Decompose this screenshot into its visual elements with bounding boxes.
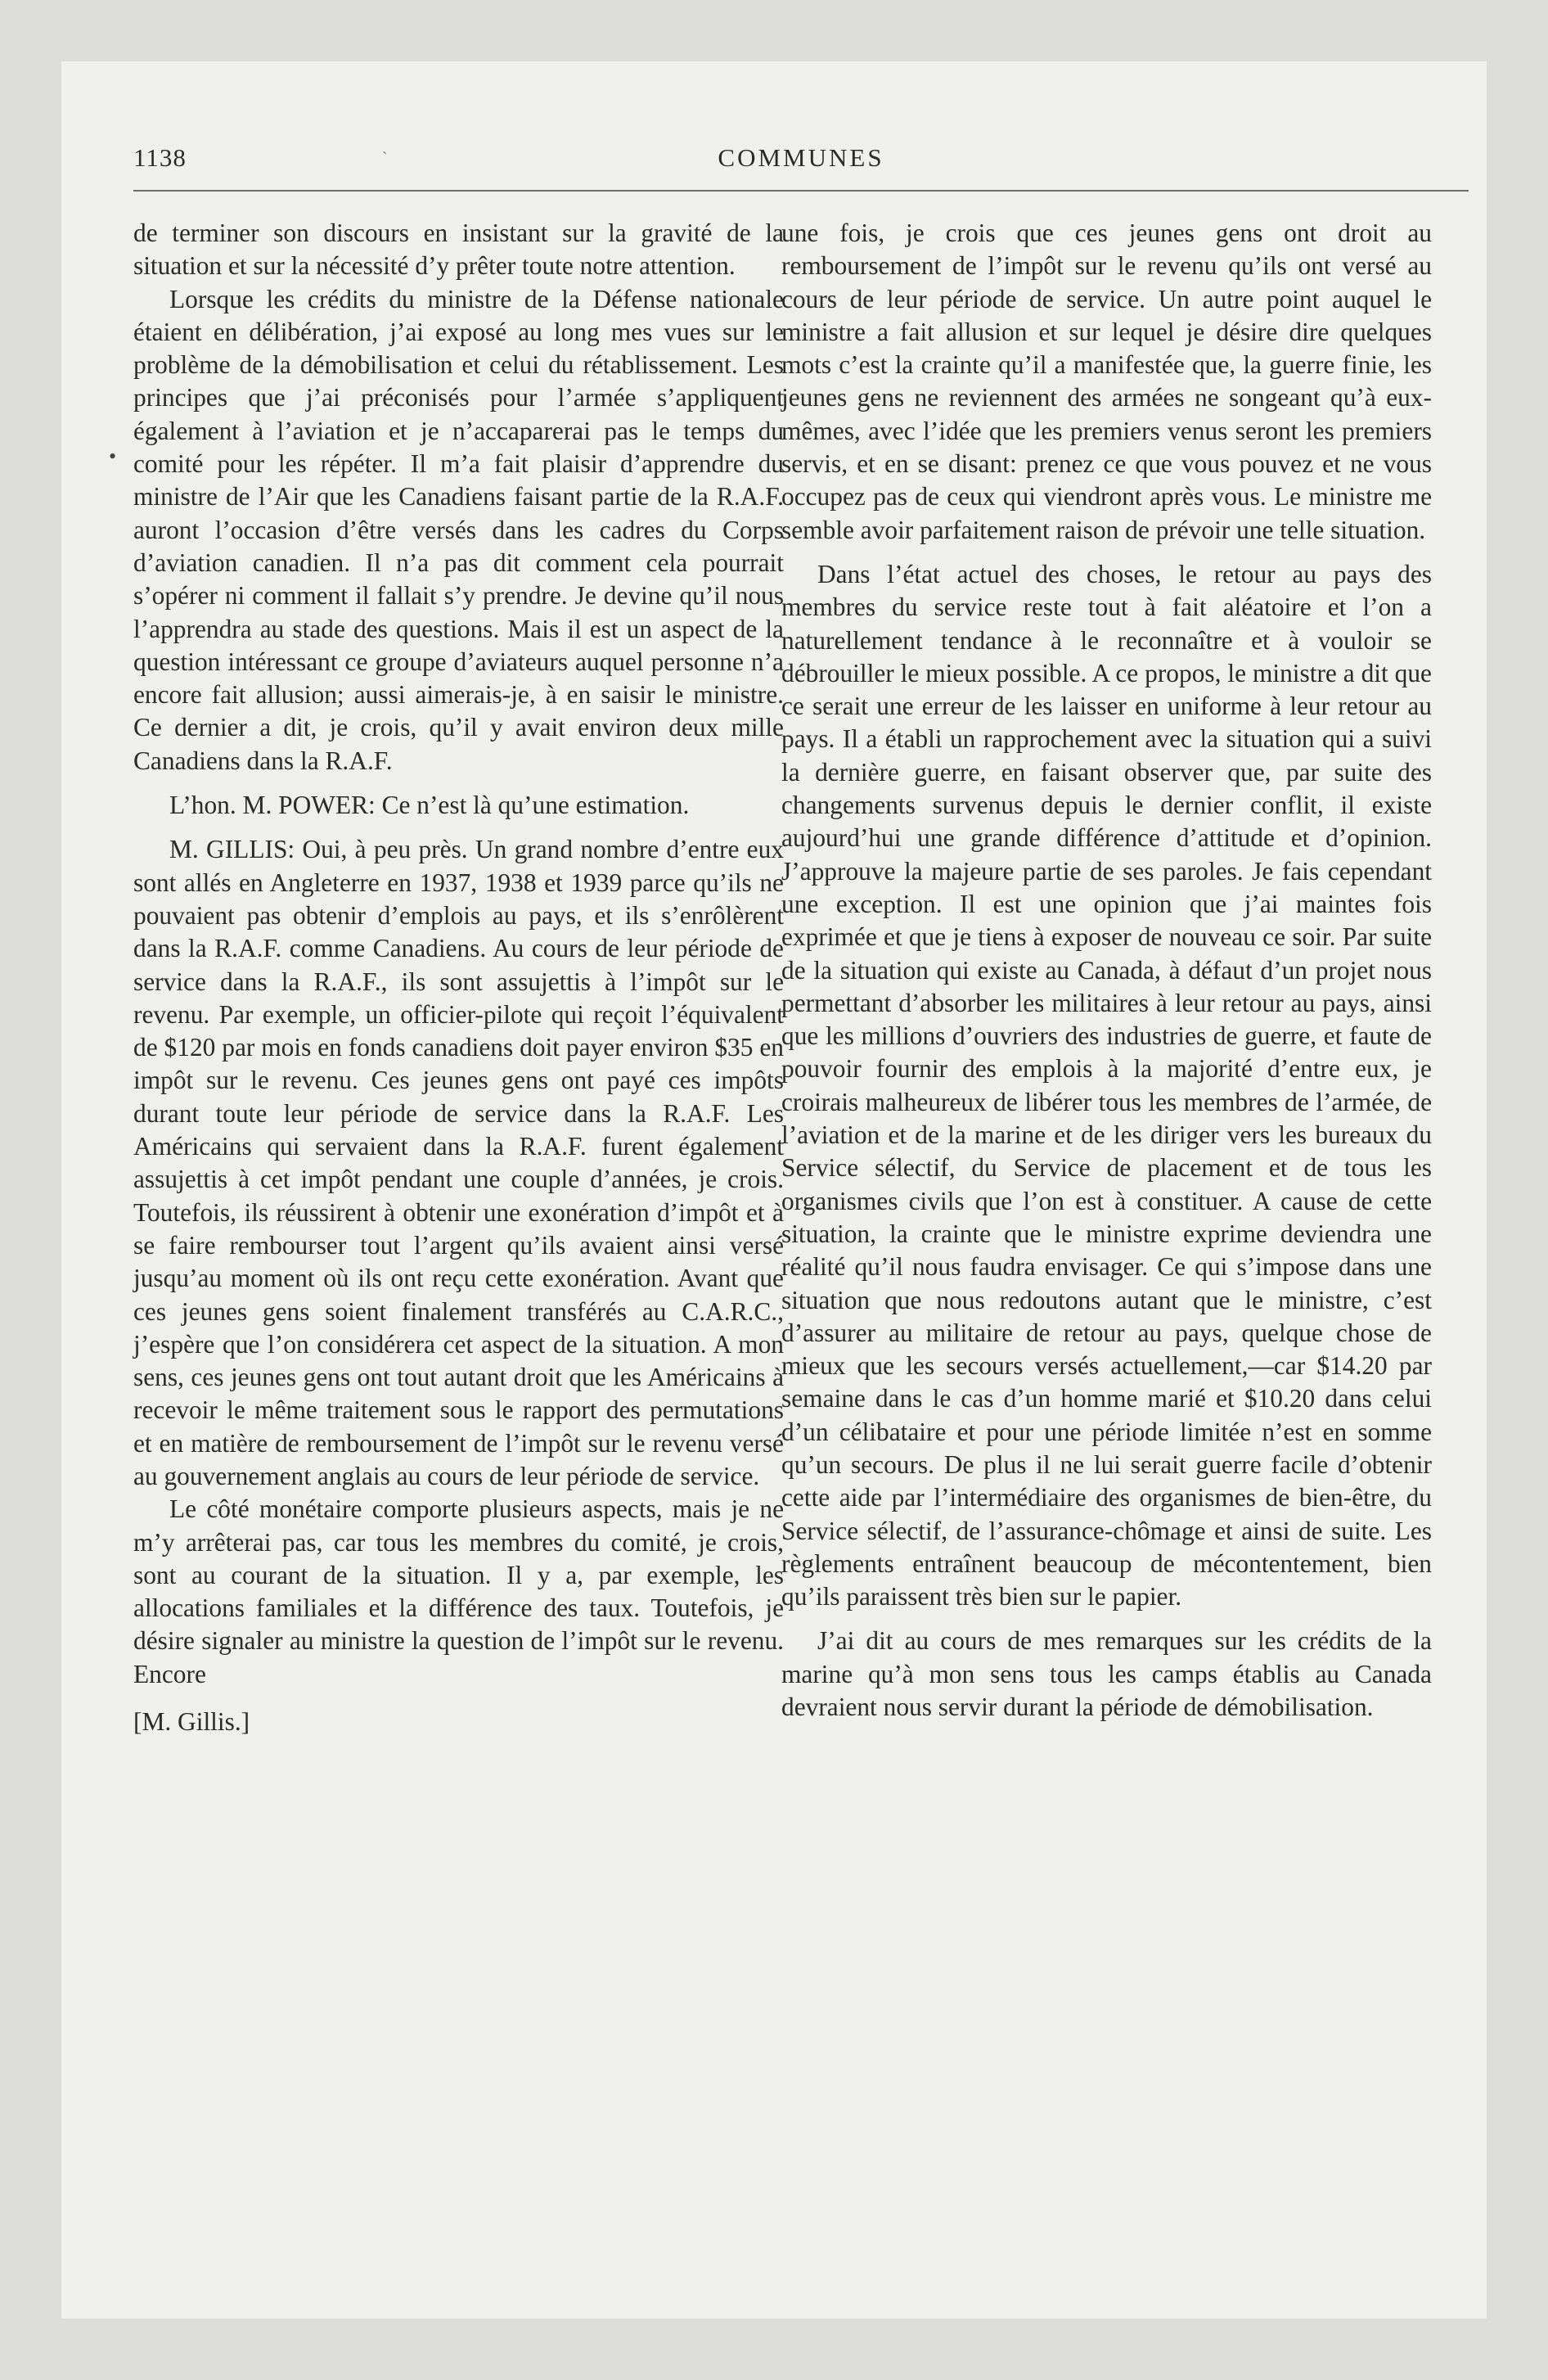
speaker-attribution: [M. Gillis.] — [133, 1707, 250, 1737]
paragraph: Le côté monétaire comporte plusieurs aspects, mais je ne m’y arrêterai pas, car tous les membres du comité, je crois, sont au courant de la situation. Il y a, par exemple, les allocations familiales et la différence des taux. Toutefois, je désire signaler au ministre la question de l’impôt sur le revenu. Encore — [133, 1494, 784, 1688]
paragraph: M. GILLIS: Oui, à peu près. Un grand nombre d’entre eux sont allés en Angleterre en 1937, 1938 et 1939 parce qu’ils ne pouvaient pas obtenir d’emplois au pays, et ils s’enrôlèrent dans la R.A.F. comme Canadiens. Au cours de leur période de service dans la R.A.F., ils sont assujettis à l’impôt sur le revenu. Par exemple, un officier-pilote qui reçoit l’équivalent de $120 par mois en fonds canadiens doit payer environ $35 en impôt sur le revenu. Ces jeunes gens ont payé ces impôts durant toute leur période de service dans la R.A.F. Les Américains qui servaient dans la R.A.F. furent également assujettis à cet impôt pendant une couple d’années, je crois. Toutefois, ils réussirent à obtenir une exonération d’impôt et à se faire rembourser tout l’argent qu’ils avaient ainsi versé jusqu’au moment où ils ont reçu cette exonération. Avant que ces jeunes gens soient finalement transférés au C.A.R.C., j’espère que l’on considérera cet aspect de la situation. A mon sens, ces jeunes gens ont tout autant droit que les Américains à recevoir le même traitement sous le rapport des permutations et en matière de remboursement de l’impôt sur le revenu versé au gouvernement anglais au cours de leur période de service. — [133, 835, 784, 1490]
margin-dot: • — [109, 444, 117, 468]
paragraph: Dans l’état actuel des choses, le retour au pays des membres du service reste tout à fait aléatoire et l’on a naturellement tendance à le reconnaître et à vouloir se débrouiller le mieux possible. A ce propos, le ministre a dit que ce serait une erreur de les laisser en uniforme à leur retour au pays. Il a établi un rapprochement avec la situation qui a suivi la dernière guerre, en faisant observer que, par suite des changements survenus depuis le dernier conflit, il existe aujourd’hui une grande différence d’attitude et d’opinion. J’approuve la majeure partie de ses paroles. Je fais cependant une exception. Il est une opinion que j’ai maintes fois exprimée et que je tiens à exposer de nouveau ce soir. Par suite de la situation qui existe au Canada, à défaut d’un projet nous permettant d’absorber les militaires à leur retour au pays, ainsi que les millions d’ouvriers des industries de guerre, et faute de pouvoir fournir des emplois à la majorité d’entre eux, je croirais malheureux de libérer tous les membres de l’armée, de l’aviation et de la marine et de les diriger vers les bureaux du Service sélectif, du Service de placement et de tous les organismes civils que l’on est à constituer. A cause de cette situation, la crainte que le ministre exprime deviendra une réalité qu’il nous faudra envisager. Ce qui s’impose dans une situation que nous redoutons autant que le ministre, c’est d’assurer au militaire de retour au pays, quelque chose de mieux que les secours versés actuellement,—car $14.20 par semaine dans le cas d’un homme marié et $10.20 dans celui d’un célibataire et pour une période limitée n’est en somme qu’un secours. De plus il ne lui serait guerre facile d’obtenir cette aide par l’intermédiaire des organismes de bien-être, du Service sélectif, de l’assurance-chômage et ainsi de suite. Les règlements entraînent beaucoup de mécontentement, bien qu’ils paraissent très bien sur le papier. — [781, 559, 1432, 1611]
paragraph: de terminer son discours en insistant sur la gravité de la situation et sur la nécessité d’y prêter toute notre attention. — [133, 219, 784, 281]
paragraph: Lorsque les crédits du ministre de la Défense nationale étaient en délibération, j’ai exposé au long mes vues sur le problème de la démobilisation et celui du rétablissement. Les principes que j’ai préconisés pour l’armée s’appliquent également à l’aviation et je n’accaparerai pas le temps du comité pour les répéter. Il m’a fait plaisir d’apprendre du ministre de l’Air que les Canadiens faisant partie de la R.A.F. auront l’occasion d’être versés dans les cadres du Corps d’aviation canadien. Il n’a pas dit comment cela pourrait s’opérer ni comment il fallait s’y prendre. Je devine qu’il nous l’apprendra au stade des questions. Mais il est un aspect de la question intéressant ce groupe d’aviateurs auquel personne n’a encore fait allusion; aussi aimerais-je, à en saisir le ministre. Ce dernier a dit, je crois, qu’il y avait environ deux mille Canadiens dans la R.A.F. — [133, 284, 784, 775]
paragraph: J’ai dit au cours de mes remarques sur les crédits de la marine qu’à mon sens tous les camps établis au Canada devraient nous servir durant la période de démobilisation. — [781, 1626, 1432, 1722]
margin-mark: ˎ — [382, 137, 388, 155]
running-title: COMMUNES — [718, 143, 884, 172]
header-rule — [133, 190, 1469, 192]
page-header — [133, 143, 1469, 176]
left-column — [133, 217, 784, 1738]
page-number: 1138 — [133, 143, 187, 172]
page-sheet — [61, 61, 1487, 2319]
paragraph: une fois, je crois que ces jeunes gens ont droit au remboursement de l’impôt sur le revenu qu’ils ont versé au cours de leur période de service. Un autre point auquel le ministre a fait allusion et sur lequel je désire dire quelques mots c’est la crainte qu’il a manifestée que, la guerre finie, les jeunes gens ne reviennent des armées ne songeant qu’à eux-mêmes, avec l’idée que les premiers venus seront les premiers servis, et en se disant: prenez ce que vous pouvez et ne vous occupez pas de ceux qui viendront après vous. Le ministre me semble avoir parfaitement raison de prévoir une telle situation. — [781, 219, 1432, 544]
right-column — [781, 217, 1432, 1724]
paragraph: L’hon. M. POWER: Ce n’est là qu’une estimation. — [169, 791, 690, 820]
